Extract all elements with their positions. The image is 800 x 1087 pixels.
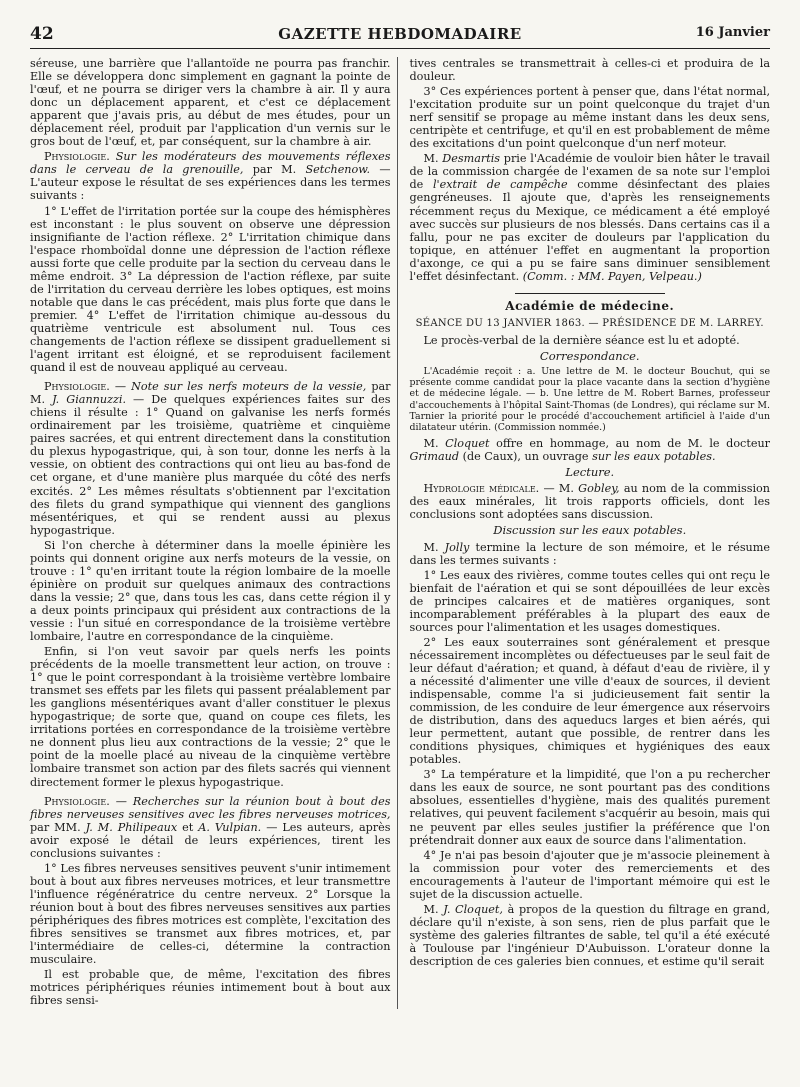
italic-term: sur les eaux potables. (592, 450, 716, 464)
correspondence-block (410, 366, 771, 433)
section-label: Physiologie. (44, 380, 110, 394)
section-label: Hydrologie médicale. (423, 482, 540, 496)
section-divider (515, 293, 665, 294)
paragraph: Enfin, si l'on veut savoir par quels nerfs les points précédents de la moelle transmettent leur action, on trouve : 1° que le point correspondant à la troisième vertèbre lombaire transmet ses effets par les filets qui passent préalablement par les ganglions mésentériques avant d'aller constituer le plexus hypogastrique; de sorte que, quand on coupe ces filets, les irritations portées en correspondance de la troisième vertèbre ne donnent plus lieu aux contractions de la vessie; 2° que le point de la moelle placé au niveau de la cinquième vertèbre lombaire transmet son action par des filets sacrés qui viennent directement former le plexus hypogastrique. (30, 645, 391, 789)
running-header (30, 22, 770, 49)
text-run: au nom de la commission des eaux minérales, lit trois rapports officiels, dont les conclusions sont adoptées sans discussion. (409, 482, 770, 522)
text-run: prie l'Académie de vouloir bien hâter le travail de la commission chargée de l'examen de sa note sur l'emploi de (409, 152, 771, 192)
subheading: Discussion sur les eaux potables. (493, 523, 687, 538)
text-run: M. (423, 152, 439, 166)
text-run: — De quelques expériences faites sur des chiens il résulte : 1° Quand on galvanise les nerfs formés ordinairement par les troisième, quatrième et cinquième paires sacrées, et qui entrent directement dans la constitution du plexus hypogastrique, qui, à son tour, donne les nerfs à la vessie, on obtient des contractions qui ont lieu au bas-fond de cet organe, et d'une manière plus marquée du côté des nerfs excités. 2° Les mêmes résultats s'obtiennent par l'excitation des filets du grand sympathique qui viennent des ganglions mésentériques, et qui se rendent aussi au plexus hypogastrique. (30, 393, 391, 537)
text-run: par MM. (30, 820, 81, 834)
paragraph: 3° Ces expériences portent à penser que, dans l'état normal, l'excitation produite sur un point quelconque du trajet d'un nerf sensitif se propage au même instant dans les deux sens, centripète et centrifuge, et qu'il en est probablement de même des excitations d'un point quelconque d'un nerf moteur. (409, 85, 770, 151)
paragraph: 1° Les eaux des rivières, comme toutes celles qui ont reçu le bienfait de l'aération et qui se sont dépouillées de leur excès de principes calcaires et de matières organiques, sont incomparablement préférables à la plupart des eaux de sources pour l'alimentation et les usages domestiques. (409, 568, 770, 634)
paragraph (410, 541, 771, 567)
paragraph: tives centrales se transmettrait à celles-ci et produira de la douleur. (409, 57, 770, 84)
paragraph: 3° La température et la limpidité, que l'on a pu rechercher dans les eaux de source, ne sont pourtant pas des conditions absolues, essentielles d'hygiène, mais des qualités purement relatives, qui peuvent facilement s'acquérir au besoin, mais qui ne peuvent par elles seules justifier la préférence que l'on prétendrait donner aux eaux de source dans l'alimentation. (409, 768, 770, 847)
columns (30, 57, 770, 1009)
paragraph (30, 150, 391, 202)
author-name: Jolly (444, 540, 470, 554)
text-run: — M. (543, 482, 574, 496)
page-number: 42 (30, 24, 54, 44)
text-run: M. (423, 540, 439, 554)
paragraph: 2° Les eaux souterraines sont généralement et presque nécessairement incomplètes ou défectueuses par le seul fait de leur défaut d'aération; et quand, à défaut d'eau de rivière, il y a nécessité d'alimenter une ville d'eaux de sources, il devient indispensable, comme l'a si judicieusement fait sentir la commission, de les conduire de leur émergence aux réservoirs de distribution, dans des aqueducs larges et bien aérés, qui leur permettent, autant que possible, de rentrer dans les conditions physiques, chimiques et hygiéniques des eaux potables. (409, 635, 770, 767)
text-run: offre en hommage, au nom de M. le docteur (496, 437, 770, 451)
paragraph: 4° Je n'ai pas besoin d'ajouter que je m'associe pleinement à la commission pour voter des remerciements et des encouragements à l'auteur de l'important mémoire qui est le sujet de la discussion actuelle. (409, 848, 770, 901)
paragraph (410, 903, 771, 968)
subheading: Lecture. (565, 465, 615, 480)
section-label: Physiologie. (44, 150, 110, 164)
section-heading: Académie de médecine. (505, 298, 675, 313)
text-run: par M. (30, 380, 391, 407)
paragraph: 1° Les fibres nerveuses sensitives peuvent s'unir intimement bout à bout aux fibres nerveuses motrices, et leur transmettre l'influence régénératrice du centre nerveux. 2° Lorsque la réunion bout à bout des fibres nerveuses sensitives aux parties périphériques des fibres motrices est complète, l'excitation des fibres sensitives se transmet aux fibres motrices, et, par l'intermédiaire de celles-ci, détermine la contraction musculaire. (30, 861, 391, 967)
paragraph (410, 437, 771, 463)
italic-term: l'extrait de campêche (432, 178, 568, 192)
article-title: Sur les modérateurs des mouvements réflexes dans le cerveau de la grenouille, (30, 150, 391, 177)
author-name: J. Giannuzzi. (52, 393, 126, 407)
text-run: comme désinfectant des plaies gengréneuses. Il ajoute que, d'après les renseignements récemment reçus du Mexique, ce médicament a été employé avec succès sur plusieurs de nos blessés. Dans certains cas il a fallu, pour ne pas exciter de douleurs par l'application du topique, en atténuer l'effet en augmentant la proportion d'axonge, ce qui a pu se faire sans diminuer sensiblement l'effet désinfectant. (409, 178, 771, 283)
issue-date: 16 Janvier (695, 25, 770, 40)
text-run: et (182, 820, 194, 834)
text-run: — Les auteurs, après avoir exposé le détail de leurs expériences, tirent les conclusions suivantes : (30, 820, 391, 860)
author-name: J. M. Philipeaux (85, 820, 178, 834)
author-name: Gobley, (578, 482, 620, 496)
paragraph (30, 380, 391, 537)
paragraph: L'Académie reçoit : a. Une lettre de M. le docteur Bouchut, qui se présente comme candidat pour la place vacante dans la section d'hygiène et de médecine légale. — b. Une lettre de M. Robert Barnes, professeur d'accouchements à l'hôpital Saint-Thomas (de Londres), qui réclame sur M. Tarnier la priorité pour le procédé d'accouchement artificiel à l'aide d'un dilatateur utérin. (Commission nommée.) (409, 365, 770, 433)
section-label: Physiologie. (44, 794, 110, 808)
text-run: M. (423, 437, 439, 451)
text-run: (de Caux), un ouvrage (462, 450, 589, 464)
text-run: termine la lecture de son mémoire, et le résume dans les termes suivants : (409, 540, 770, 567)
author-name: J. Cloquet, (443, 902, 503, 916)
article-title: — Recherches sur la réunion bout à bout des fibres nerveuses sensitives avec les fibres nerveuses motrices, (30, 794, 391, 821)
subheading: Correspondance. (539, 348, 640, 363)
author-name: Cloquet (445, 437, 490, 451)
text-run: par M. (252, 163, 297, 177)
left-column (30, 57, 398, 1009)
article-title: — Note sur les nerfs moteurs de la vessie, (114, 380, 367, 394)
author-name: A. Vulpian. (198, 820, 262, 834)
paragraph: séreuse, une barrière que l'allantoïde ne pourra pas franchir. Elle se développera donc simplement en gagnant la pointe de l'œuf, et ne pourra se diriger vers la chambre à air. Il y aura donc un déplacement apparent, et c'est ce déplacement apparent que j'avais pris, au début de mes études, pour un déplacement réel, produit par l'application d'un vernis sur le gros bout de l'œuf, et, par conséquent, sur la chambre à air. (30, 57, 391, 149)
paragraph: Si l'on cherche à déterminer dans la moelle épinière les points qui donnent origine aux nerfs moteurs de la vessie, on trouve : 1° qu'en irritant toute la région lombaire de la moelle épinière on produit sur quelques animaux des contractions dans la vessie; 2° que, dans tous les cas, dans cette région il y a deux points principaux qui président aux contractions de la vessie : l'un situé en correspondance de la troisième vertèbre lombaire, l'autre en correspondance de la cinquième. (30, 538, 391, 644)
right-column (410, 57, 771, 1009)
paragraph (410, 152, 771, 282)
paragraph (30, 795, 391, 860)
paragraph: Le procès-verbal de la dernière séance est lu et adopté. (423, 333, 740, 347)
author-name: Grimaud (409, 450, 460, 464)
author-name: Setchenow. (305, 163, 371, 177)
author-name: Desmartis (442, 152, 501, 166)
commission-note: (Comm. : MM. Payen, Velpeau.) (522, 269, 702, 283)
text-run: — L'auteur expose le résultat de ses expériences dans les termes suivants : (30, 163, 391, 203)
paragraph (410, 482, 771, 521)
paragraph: Il est probable que, de même, l'excitation des fibres motrices périphériques réunies intimement bout à bout aux fibres sensi- (30, 968, 391, 1008)
text-run: M. (423, 902, 439, 916)
paragraph: 1° L'effet de l'irritation portée sur la coupe des hémisphères est inconstant : le plus souvent on observe une dépression insignifiante de l'action réflexe. 2° L'irritation chimique dans l'espace rhomboïdal donne une dépression de l'action réflexe aussi forte que celle produite par la section du cerveau dans le même endroit. 3° La dépression de l'action réflexe, par suite de l'irritation du cerveau derrière les lobes optiques, est moins notable que dans le cas précédent, mais plus forte que dans le premier. 4° L'effet de l'irritation chimique au-dessous du quatrième ventricule est absolument nul. Tous ces changements de l'action réflexe se dissipent graduellement si l'agent irritant est éloigné, et se reproduisent facilement quand il est de nouveau appliqué au cerveau. (30, 204, 391, 375)
journal-title: GAZETTE HEBDOMADAIRE (278, 25, 522, 43)
text-run: à propos de la question du filtrage en grand, déclare qu'il n'existe, à son sens, rien de plus parfait que le système des galeries filtrantes de sable, tel qu'il a été exécuté à Toulouse par l'ingénieur D'Aubuisson. L'orateur donne la description de ces galeries bien connues, et estime qu'il serait (409, 902, 771, 968)
session-line: SÉANCE DU 13 JANVIER 1863. — PRÉSIDENCE DE M. LARREY. (415, 317, 764, 329)
